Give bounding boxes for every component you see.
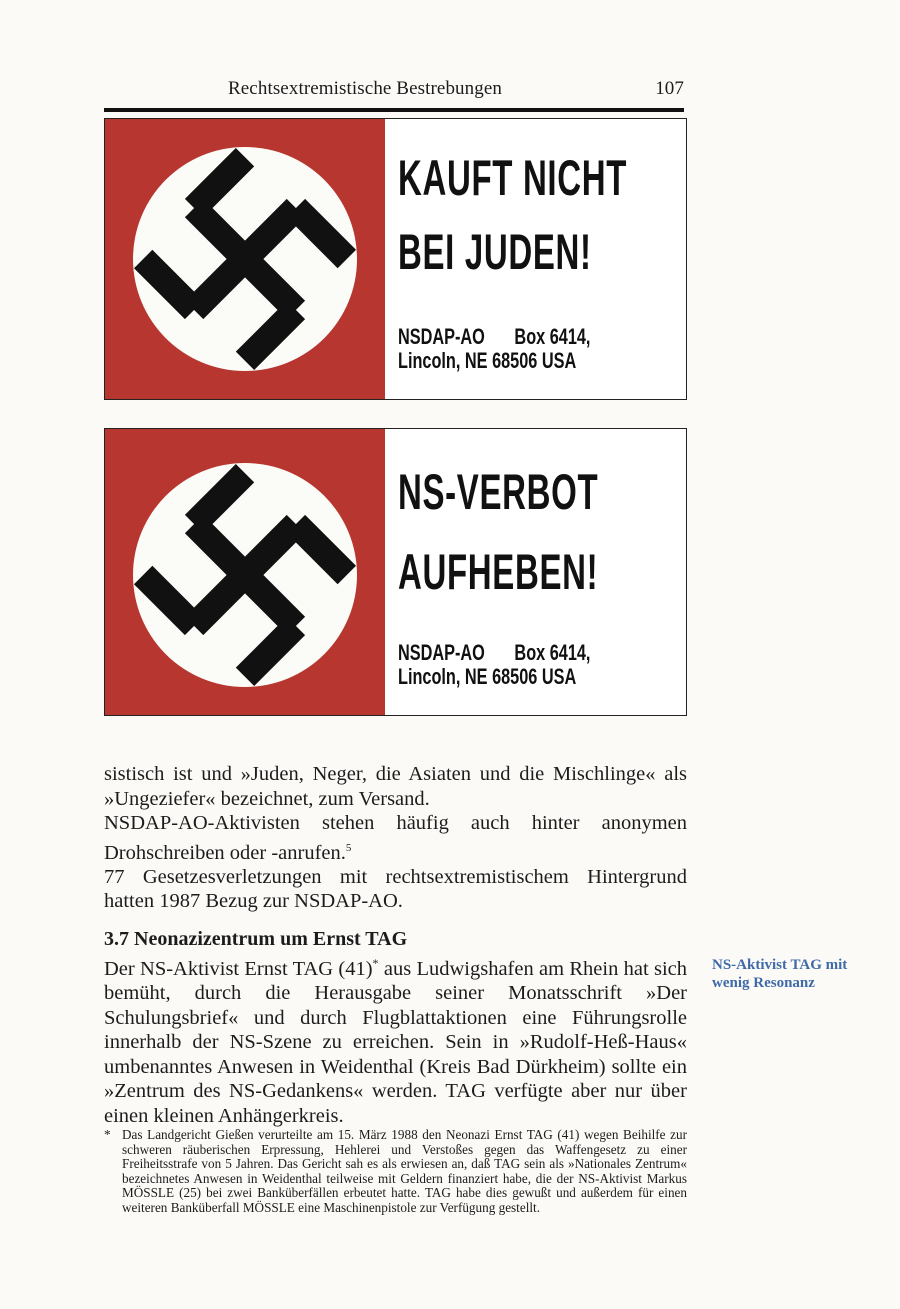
- footnote-mark: *: [104, 1127, 111, 1142]
- poster-1-emblem-icon: [105, 119, 385, 399]
- margin-note: NS-Aktivist TAG mit wenig Resonanz: [712, 957, 848, 991]
- poster-1-box: Box 6414,: [514, 324, 591, 349]
- footnote-text: Das Landgericht Gießen verurteilte am 15. März 1988 den Neonazi Ernst TAG (41) wegen Beihilfe zur schweren räuberischen Erpressung, Hehlerei und Verstoßes gegen das Waffengesetz zu einer Freiheitsstrafe von 5 Jahren. Das Gericht sah es als erwiesen an, daß TAG sein als »Nationales Zentrum« bezeichnetes Anwesen in Weidenthal teilweise mit Geldern finanziert habe, die der NS-Aktivist Markus MÖSSLE (25) bei zwei Banküberfällen erbeutet hatte. TAG habe dies gewußt und außerdem für einen weiteren Banküberfall MÖSSLE eine Maschinenpistole zur Verfügung gestellt.: [122, 1127, 687, 1215]
- paragraph-2-text: NSDAP-AO-Aktivisten stehen häufig auch hinter anonymen Drohschreiben oder -anrufen.: [104, 812, 687, 864]
- poster-1-address: [398, 325, 590, 373]
- section-body: [104, 951, 687, 1128]
- poster-2-city: Lincoln, NE 68506 USA: [398, 663, 577, 689]
- page-number: 107: [655, 78, 684, 99]
- poster-image-2: [104, 428, 687, 716]
- section-text-start: Der NS-Aktivist Ernst TAG (41): [104, 957, 373, 980]
- body-paragraphs: [104, 762, 687, 914]
- poster-2-headline-line-1: NS-VERBOT: [398, 464, 599, 520]
- poster-2-box: Box 6414,: [514, 640, 591, 665]
- paragraph-2: [104, 811, 687, 865]
- section-heading: 3.7 Neonazizentrum um Ernst TAG: [104, 928, 408, 950]
- poster-1-headline-line-1: KAUFT NICHT: [398, 150, 628, 206]
- poster-2-text: [390, 429, 686, 715]
- poster-1-text: [390, 119, 686, 399]
- poster-1-org: NSDAP-AO: [398, 324, 485, 349]
- poster-image-1: [104, 118, 687, 400]
- poster-2-headline-line-2: AUFHEBEN!: [398, 544, 599, 600]
- poster-1-flag-graphic: [105, 119, 385, 399]
- footnote-ref-asterisk: *: [372, 956, 379, 970]
- poster-1-headline-line-2: BEI JUDEN!: [398, 224, 592, 280]
- section-paragraph: [104, 951, 687, 1128]
- poster-2-flag-graphic: [105, 429, 385, 715]
- poster-2-address: [398, 641, 590, 689]
- poster-2-emblem-icon: [105, 429, 385, 715]
- footnote-ref-5: 5: [345, 841, 352, 854]
- paragraph-1: sistisch ist und »Juden, Neger, die Asiaten und die Mischlinge« als »Ungeziefer« bezeichnet, zum Versand.: [104, 763, 687, 810]
- footnote: [104, 1128, 687, 1216]
- running-header-title: Rechtsextremistische Bestrebungen: [228, 78, 502, 99]
- paragraph-3: 77 Gesetzesverletzungen mit rechtsextremistischem Hintergrund hatten 1987 Bezug zur NSDAP-AO.: [104, 865, 687, 913]
- poster-1-city: Lincoln, NE 68506 USA: [398, 347, 577, 373]
- poster-2-org: NSDAP-AO: [398, 640, 485, 665]
- running-header: [104, 78, 684, 112]
- section-text-rest: aus Ludwigshafen am Rhein hat sich bemüht, durch die Herausgabe seiner Monatsschrift »Der Schulungsbrief« und durch Flugblattaktionen eine Führungsrolle innerhalb der NS-Szene zu erreichen. Sein in »Rudolf-Heß-Haus« umbenanntes Anwesen in Weidenthal (Kreis Bad Dürkheim) sollte ein »Zentrum des NS-Gedankens« werden. TAG verfügte aber nur über einen kleinen Anhängerkreis.: [104, 957, 687, 1127]
